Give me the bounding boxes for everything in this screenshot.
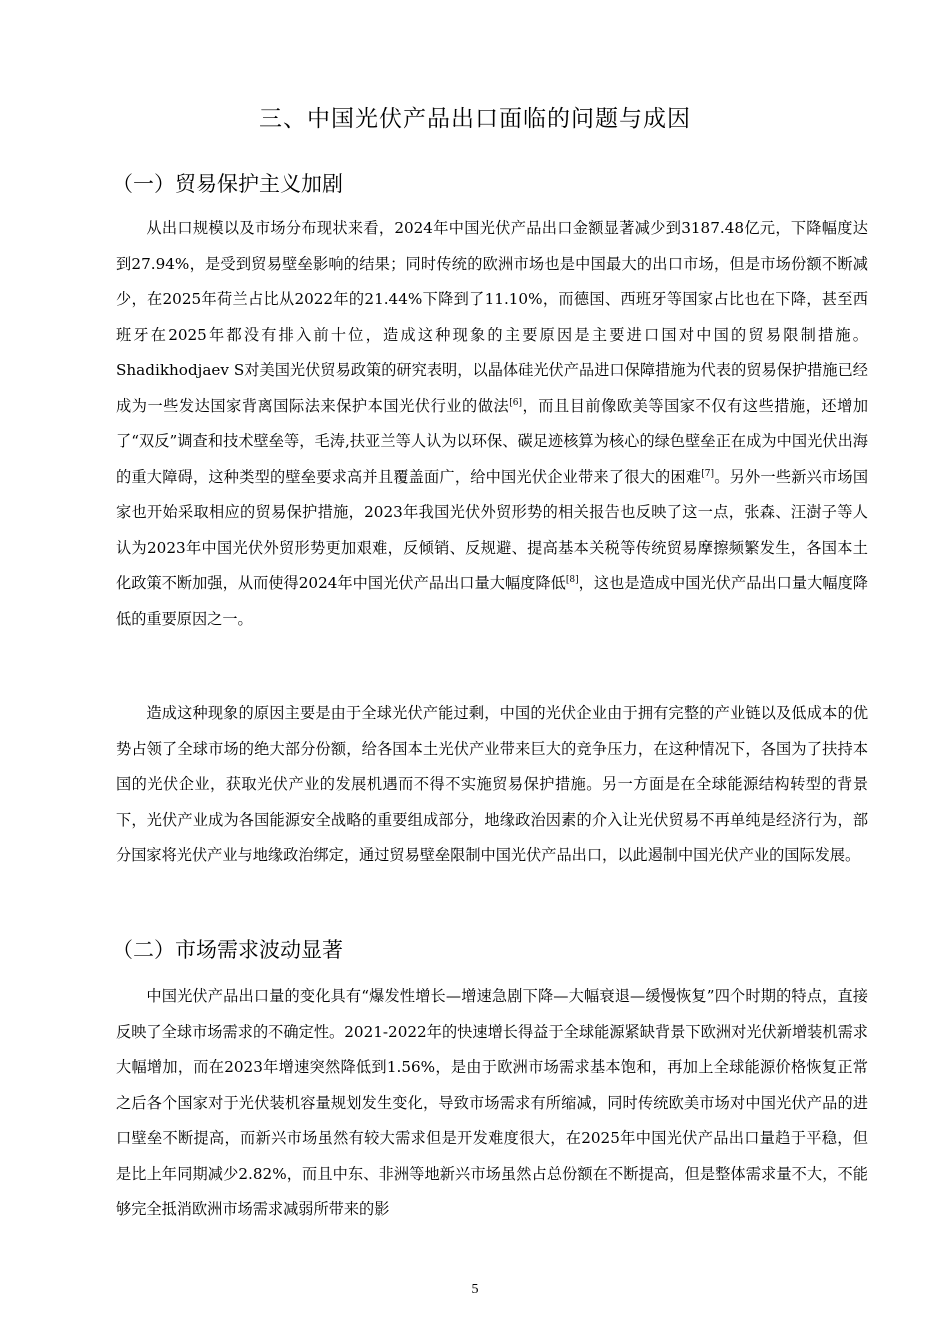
citation-ref-7: [7] bbox=[701, 468, 714, 479]
paragraph-trade-protection-2: 造成这种现象的原因主要是由于全球光伏产能过剩，中国的光伏企业由于拥有完整的产业链以及低成本的优势占领了全球市场的绝大部分份额，给各国本土光伏产业带来巨大的竞争压力，在这种情况下，各国为了扶持本国的光伏企业，获取光伏产业的发展机遇而不得不实施贸易保护措施。另一方面是在全球能源结构转型的背景下，光伏产业成为各国能源安全战略的重要组成部分，地缘政治因素的介入让光伏贸易不再单纯是经济行为，部分国家将光伏产业与地缘政治绑定，通过贸易壁垒限制中国光伏产品出口，以此遏制中国光伏产业的国际发展。 bbox=[116, 704, 868, 864]
citation-ref-6: [6] bbox=[509, 397, 522, 408]
section-heading-trade-protection: （一）贸易保护主义加剧 bbox=[112, 172, 343, 196]
paragraph-market-demand-1: 中国光伏产品出口量的变化具有“爆发性增长—增速急剧下降—大幅衰退—缓慢恢复”四个时期的特点，直接反映了全球市场需求的不确定性。2021-2022年的快速增长得益于全球能源紧缺背景下欧洲对光伏新增装机需求大幅增加，而在2023年增速突然降低到1.56%，是由于欧洲市场需求基本饱和，再加上全球能源价格恢复正常之后各个国家对于光伏装机容量规划发生变化，导致市场需求有所缩减，同时传统欧美市场对中国光伏产品的进口壁垒不断提高，而新兴市场虽然有较大需求但是开发难度很大，在2025年中国光伏产品出口量趋于平稳，但是比上年同期减少2.82%，而且中东、非洲等地新兴市场虽然占总份额在不断提高，但是整体需求量不大，不能够完全抵消欧洲市场需求减弱所带来的影 bbox=[116, 987, 868, 1218]
citation-ref-8: [8] bbox=[565, 574, 579, 585]
paragraph-trade-protection-1 bbox=[116, 211, 868, 637]
page-number: 5 bbox=[471, 1282, 479, 1297]
paragraph-text: ，这也是造成中国光伏产品出口量大幅度降低的重要原因之一。 bbox=[116, 574, 868, 628]
paragraph-text: ，而且目前像欧美等国家不仅有这些措施，还增加了“双反”调查和技术壁垒等，毛涛,扶亚兰等人认为以环保、碳足迹核算为核心的绿色壁垒正在成为中国光伏出海的重大障碍，这种类型的壁垒要求高并且覆盖面广，给中国光伏企业带来了很大的困难 bbox=[116, 396, 869, 486]
paragraph-text: 。另外一些新兴市场国家也开始采取相应的贸易保护措施，2023年我国光伏外贸形势的相关报告也反映了这一点，张森、汪澍子等人认为2023年中国光伏外贸形势更加艰难，反倾销、反规避、提高基本关税等传统贸易摩擦频繁发生，各国本土化政策不断加强，从而使得2024年中国光伏产品出口量大幅度降低 bbox=[116, 467, 869, 592]
chapter-title: 三、中国光伏产品出口面临的问题与成因 bbox=[259, 106, 691, 132]
paragraph-text: 从出口规模以及市场分布现状来看，2024年中国光伏产品出口金额显著减少到3187.48亿元，下降幅度达到27.94%，是受到贸易壁垒影响的结果；同时传统的欧洲市场也是中国最大的出口市场，但是市场份额不断减少，在2025年荷兰占比从2022年的21.44%下降到了11.10%，而德国、西班牙等国家占比也在下降，甚至西班牙在2025年都没有排入前十位，造成这种现象的主要原因是主要进口国对中国的贸易限制措施。Shadikhodjaev S对美国光伏贸易政策的研究表明，以晶体硅光伏产品进口保障措施为代表的贸易保护措施已经成为一些发达国家背离国际法来保护本国光伏行业的做法 bbox=[116, 219, 868, 415]
section-heading-market-demand: （二）市场需求波动显著 bbox=[112, 938, 343, 962]
